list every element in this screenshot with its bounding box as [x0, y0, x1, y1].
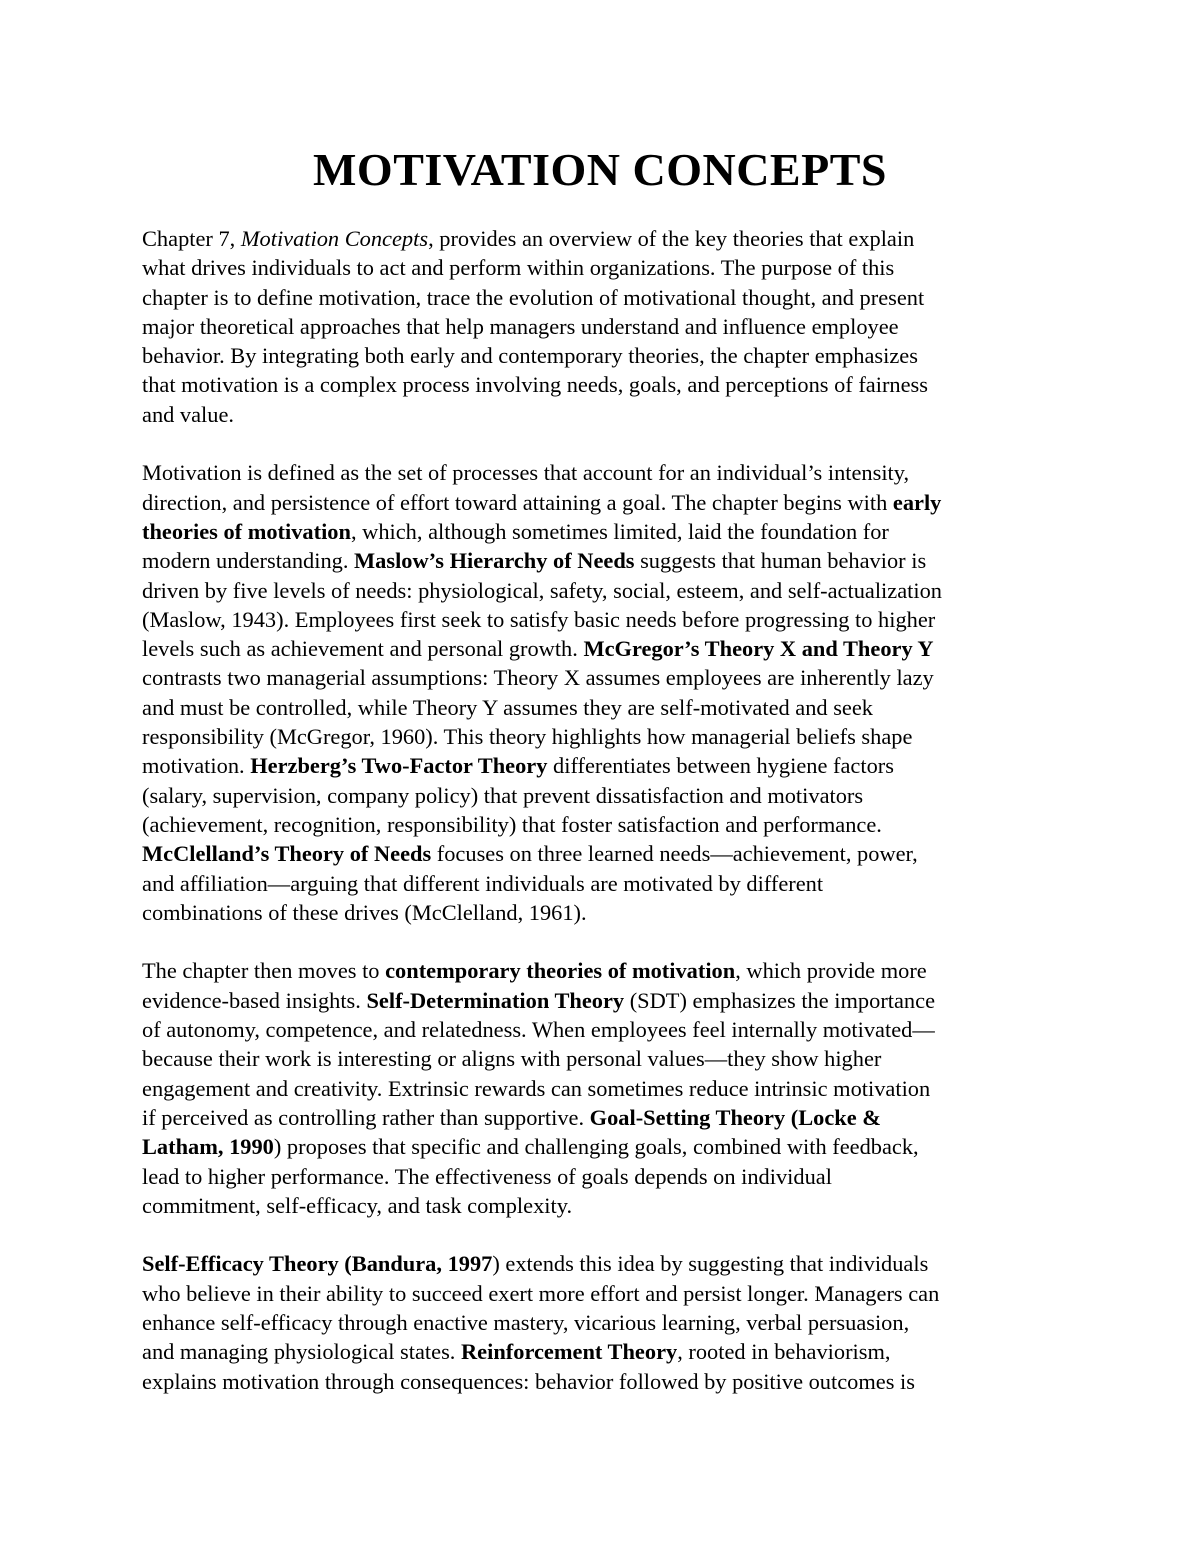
text-run: enhance self-efficacy through enactive mastery, vicarious learning, verbal persuasion,: [142, 1309, 910, 1335]
text-line: [142, 458, 1062, 487]
text-run: contrasts two managerial assumptions: Theory X assumes employees are inherently lazy: [142, 665, 934, 691]
text-run: (Maslow, 1943). Employees first seek to satisfy basic needs before progressing to higher: [142, 606, 936, 632]
bold-term: Self-Efficacy Theory (Bandura, 1997: [142, 1251, 493, 1277]
bold-term: early: [892, 489, 942, 515]
text-line: [142, 1249, 1062, 1278]
bold-term: Herzberg’s Two-Factor Theory: [250, 753, 548, 779]
text-line: [142, 341, 1062, 370]
text-run: , which provide more: [735, 958, 927, 984]
text-line: [142, 576, 1062, 605]
bold-term: Goal-Setting Theory (Locke &: [589, 1104, 881, 1130]
text-line: [142, 370, 1062, 399]
text-line: [142, 1132, 1062, 1161]
paragraph: [142, 224, 1062, 429]
text-run: direction, and persistence of effort toward attaining a goal. The chapter begins with: [142, 489, 893, 515]
document-body: [142, 224, 1062, 1425]
text-run: (salary, supervision, company policy) that prevent dissatisfaction and motivators: [142, 782, 864, 808]
text-run: , provides an overview of the key theories that explain: [428, 226, 915, 251]
text-run: modern understanding.: [142, 548, 355, 574]
text-line: [142, 810, 1062, 839]
text-line: [142, 1191, 1062, 1220]
text-line: [142, 1103, 1062, 1132]
text-line: [142, 839, 1062, 868]
text-line: [142, 1279, 1062, 1308]
text-line: [142, 898, 1062, 927]
text-run: commitment, self-efficacy, and task complexity.: [142, 1192, 573, 1218]
text-run: engagement and creativity. Extrinsic rewards can sometimes reduce intrinsic motivation: [142, 1075, 931, 1101]
bold-term: contemporary theories of motivation: [385, 958, 736, 984]
text-run: differentiates between hygiene factors: [547, 753, 894, 779]
text-run: that motivation is a complex process involving needs, goals, and perceptions of fairness: [142, 372, 928, 398]
italic-title: Motivation Concepts: [240, 226, 429, 251]
text-run: motivation.: [142, 753, 251, 779]
bold-term: Latham, 1990: [142, 1134, 274, 1160]
text-line: [142, 1367, 1062, 1396]
text-line: [142, 634, 1062, 663]
text-run: major theoretical approaches that help managers understand and influence employee: [142, 313, 899, 339]
text-run: evidence-based insights.: [142, 987, 367, 1013]
text-run: and must be controlled, while Theory Y assumes they are self-motivated and seek: [142, 694, 874, 720]
text-run: behavior. By integrating both early and contemporary theories, the chapter emphasizes: [142, 343, 918, 369]
text-run: and affiliation—arguing that different individuals are motivated by different: [142, 870, 824, 896]
text-run: and managing physiological states.: [142, 1339, 462, 1365]
bold-term: Maslow’s Hierarchy of Needs: [354, 548, 635, 574]
text-run: chapter is to define motivation, trace the evolution of motivational thought, and present: [142, 284, 925, 310]
text-run: who believe in their ability to succeed exert more effort and persist longer. Managers can: [142, 1280, 940, 1306]
page-title: MOTIVATION CONCEPTS: [313, 144, 887, 195]
text-line: [142, 1308, 1062, 1337]
text-run: (SDT) emphasizes the importance: [624, 987, 936, 1013]
text-line: [142, 986, 1062, 1015]
text-line: [142, 1044, 1062, 1073]
text-run: Motivation is defined as the set of processes that account for an individual’s intensity,: [142, 460, 910, 486]
text-run: driven by five levels of needs: physiological, safety, social, esteem, and self-actualization: [142, 577, 942, 603]
bold-term: Self-Determination Theory: [366, 987, 625, 1013]
bold-term: McClelland’s Theory of Needs: [142, 841, 432, 867]
text-run: , which, although sometimes limited, laid the foundation for: [350, 518, 889, 544]
text-line: [142, 283, 1062, 312]
text-run: lead to higher performance. The effectiveness of goals depends on individual: [142, 1163, 832, 1189]
paragraph: [142, 1249, 1062, 1395]
text-line: [142, 869, 1062, 898]
text-line: [142, 693, 1062, 722]
text-run: levels such as achievement and personal growth.: [142, 636, 584, 662]
text-line: [142, 781, 1062, 810]
text-line: [142, 1337, 1062, 1366]
text-line: [142, 663, 1062, 692]
text-line: [142, 400, 1062, 429]
bold-term: McGregor’s Theory X and Theory Y: [583, 636, 934, 662]
text-line: [142, 956, 1062, 985]
text-run: because their work is interesting or aligns with personal values—they show higher: [142, 1046, 882, 1072]
text-run: (achievement, recognition, responsibility) that foster satisfaction and performance.: [142, 811, 882, 837]
text-run: suggests that human behavior is: [634, 548, 927, 574]
text-line: [142, 722, 1062, 751]
text-run: The chapter then moves to: [142, 958, 386, 984]
text-run: and value.: [142, 401, 235, 427]
paragraph: [142, 458, 1062, 927]
text-run: if perceived as controlling rather than supportive.: [142, 1104, 590, 1130]
text-run: explains motivation through consequences: behavior followed by positive outcomes is: [142, 1368, 915, 1394]
text-run: ) extends this idea by suggesting that individuals: [492, 1251, 929, 1277]
text-line: [142, 1074, 1062, 1103]
text-line: [142, 312, 1062, 341]
text-line: [142, 1015, 1062, 1044]
text-line: [142, 253, 1062, 282]
text-line: [142, 751, 1062, 780]
text-run: combinations of these drives (McClelland, 1961).: [142, 899, 587, 925]
text-run: what drives individuals to act and perform within organizations. The purpose of this: [142, 255, 895, 281]
text-line: [142, 224, 1062, 253]
text-run: focuses on three learned needs—achievement, power,: [431, 841, 918, 867]
text-run: , rooted in behaviorism,: [677, 1339, 891, 1365]
text-line: [142, 517, 1062, 546]
bold-term: Reinforcement Theory: [461, 1339, 678, 1365]
text-line: [142, 1162, 1062, 1191]
bold-term: theories of motivation: [142, 518, 351, 544]
text-line: [142, 546, 1062, 575]
text-run: ) proposes that specific and challenging goals, combined with feedback,: [273, 1134, 919, 1160]
text-line: [142, 488, 1062, 517]
paragraph: [142, 956, 1062, 1220]
text-run: Chapter 7,: [142, 226, 241, 251]
text-line: [142, 605, 1062, 634]
text-run: responsibility (McGregor, 1960). This theory highlights how managerial beliefs shape: [142, 724, 913, 750]
text-run: of autonomy, competence, and relatedness. When employees feel internally motivated—: [142, 1017, 935, 1043]
